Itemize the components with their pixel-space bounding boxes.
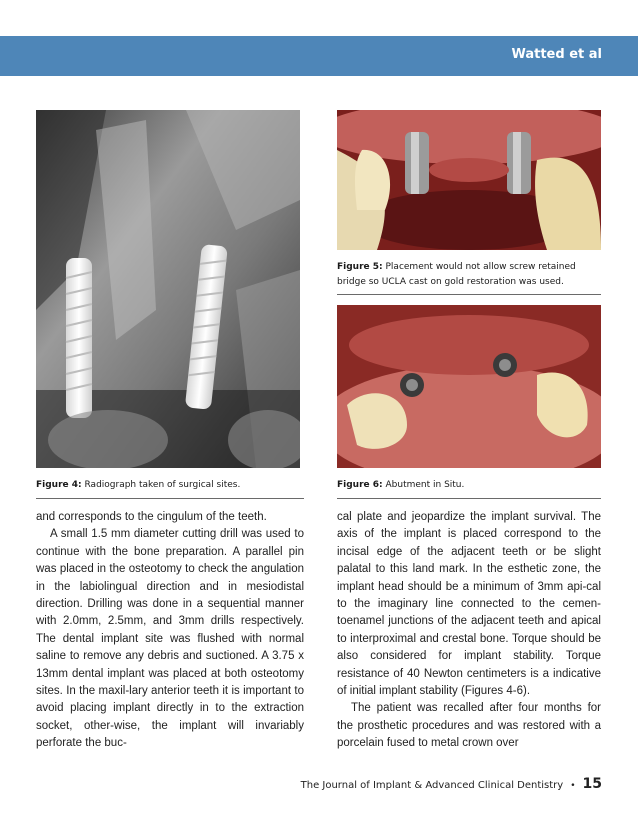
body-paragraph: A small 1.5 mm diameter cutting drill was used to continue with the bone preparation. A parallel pin was placed in the osteotomy to check the angulation in the labiolingual direction and in mesiodistal direction. Drilling was done in a sequential manner with 2.0mm, 2.5mm, and 3mm drills respectively. The dental implant site was flushed with normal saline to remove any debris and suctioned. A 3.75 x 13mm dental implant was placed at both osteotomy sites. In the maxil-lary anterior teeth it is important to avoid placing implant directly in to the extraction socket, other-wise, the implant will invariably perforate the buc- — [36, 528, 304, 750]
figure-4-radiograph — [36, 110, 300, 468]
footer-bullet: • — [570, 781, 576, 791]
figure-5-label: Figure 5: — [337, 262, 383, 272]
figure-4-caption-text: Radiograph taken of surgical sites. — [84, 480, 241, 490]
figure-6-caption — [337, 478, 607, 493]
figure-6-rule — [337, 498, 601, 499]
body-paragraph: and corresponds to the cingulum of the teeth. — [36, 511, 267, 523]
figure-6-photo — [337, 305, 601, 468]
figure-4-caption — [36, 478, 306, 493]
header-banner — [0, 36, 638, 76]
figure-4-rule — [36, 498, 304, 499]
figure-5-caption — [337, 260, 607, 290]
figure-6-caption-text: Abutment in Situ. — [385, 480, 465, 490]
body-column-right — [337, 509, 601, 753]
body-paragraph: cal plate and jeopardize the implant survival. The axis of the implant is placed correspond to the incisal edge of the adjacent teeth or be slight palatal to this land mark. In the esthetic zone, the implant head should be a minimum of 3mm api-cal to the imaginary line connected to the cemen-toenamel junctions of the adjacent teeth and apical to interproximal and crestal bone. Torque should be also considered for implant stability. Torque resistance of 40 Newton centimeters is a indicative of initial implant stability (Figures 4-6). — [337, 511, 601, 698]
figure-5-photo — [337, 110, 601, 250]
figure-6-label: Figure 6: — [337, 480, 383, 490]
running-head-author: Watted et al — [511, 47, 602, 62]
figure-5-rule — [337, 294, 601, 295]
page-footer — [301, 776, 602, 792]
body-paragraph: The patient was recalled after four months for the prosthetic procedures and was restored with a porcelain fused to metal crown over — [337, 702, 601, 750]
journal-name: The Journal of Implant & Advanced Clinical Dentistry — [300, 780, 564, 791]
figure-4-label: Figure 4: — [36, 480, 82, 490]
page-number: 15 — [582, 776, 602, 792]
body-column-left — [36, 509, 304, 753]
figure-5-caption-text: Placement would not allow screw retained bridge so UCLA cast on gold restoration was used. — [337, 262, 576, 287]
